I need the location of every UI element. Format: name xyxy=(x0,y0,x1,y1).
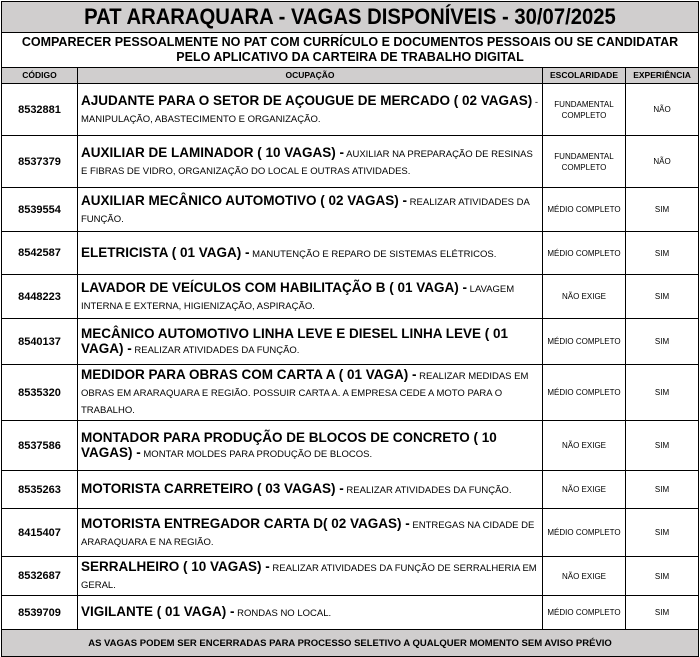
job-experience: SIM xyxy=(626,232,699,275)
job-code: 8532687 xyxy=(2,557,78,596)
job-occupation xyxy=(78,421,543,471)
job-experience: NÃO xyxy=(626,136,699,188)
job-title: MECÂNICO AUTOMOTIVO LINHA LEVE E DIESEL LINHA LEVE ( 01 VAGA) - xyxy=(81,325,509,356)
job-occupation xyxy=(78,509,543,557)
job-occupation xyxy=(78,596,543,630)
job-description: ENTREGAS NA CIDADE DE ARARAQUARA E NA REGIÃO. xyxy=(81,519,535,548)
job-code: 8539554 xyxy=(2,188,78,232)
job-title: AUXILIAR DE LAMINADOR ( 10 VAGAS) - xyxy=(81,144,345,160)
job-code: 8415407 xyxy=(2,509,78,557)
table-row xyxy=(2,232,699,275)
job-occupation xyxy=(78,471,543,509)
job-listing-sheet xyxy=(1,1,698,655)
job-education: MÉDIO COMPLETO xyxy=(543,188,626,232)
job-education: MÉDIO COMPLETO xyxy=(543,596,626,630)
table-row xyxy=(2,509,699,557)
job-education: NÃO EXIGE xyxy=(543,421,626,471)
job-occupation xyxy=(78,557,543,596)
job-education: NÃO EXIGE xyxy=(543,275,626,319)
instructions xyxy=(2,33,699,68)
job-education: FUNDAMENTAL COMPLETO xyxy=(543,136,626,188)
job-title: MONTADOR PARA PRODUÇÃO DE BLOCOS DE CONCRETO ( 10 VAGAS) - xyxy=(81,429,497,460)
job-code: 8539709 xyxy=(2,596,78,630)
job-occupation xyxy=(78,136,543,188)
vacancies-table xyxy=(1,1,699,657)
job-education: NÃO EXIGE xyxy=(543,471,626,509)
job-description: REALIZAR ATIVIDADES DA FUNÇÃO. xyxy=(343,485,512,496)
page-title-text: PAT ARARAQUARA - VAGAS DISPONÍVEIS - 30/07/2025 xyxy=(84,4,616,29)
job-title: MOTORISTA CARRETEIRO ( 03 VAGAS) - xyxy=(81,481,344,496)
job-description: REALIZAR ATIVIDADES DA FUNÇÃO DE SERRALHERIA EM GERAL. xyxy=(81,563,537,591)
job-experience: SIM xyxy=(626,365,699,421)
job-description: MANUTENÇÃO E REPARO DE SISTEMAS ELÉTRICOS. xyxy=(249,248,497,260)
column-header-occupation: OCUPAÇÃO xyxy=(78,68,543,84)
column-header-experience: EXPERIÊNCIA xyxy=(626,68,699,84)
job-title: ELETRICISTA ( 01 VAGA) - xyxy=(81,244,250,260)
job-occupation xyxy=(78,319,543,365)
job-experience: SIM xyxy=(626,421,699,471)
title-row xyxy=(2,2,699,33)
job-education: MÉDIO COMPLETO xyxy=(543,232,626,275)
instructions-row xyxy=(2,33,699,68)
job-code: 8448223 xyxy=(2,275,78,319)
job-experience: SIM xyxy=(626,188,699,232)
job-occupation xyxy=(78,232,543,275)
job-code: 8537586 xyxy=(2,421,78,471)
job-experience: NÃO xyxy=(626,84,699,136)
table-row xyxy=(2,471,699,509)
job-occupation xyxy=(78,365,543,421)
table-row xyxy=(2,596,699,630)
job-experience: SIM xyxy=(626,557,699,596)
job-title: AJUDANTE PARA O SETOR DE AÇOUGUE DE MERCADO ( 02 VAGAS) xyxy=(81,92,533,108)
job-title: VIGILANTE ( 01 VAGA) - xyxy=(81,604,235,619)
job-experience: SIM xyxy=(626,596,699,630)
job-occupation xyxy=(78,84,543,136)
job-occupation xyxy=(78,188,543,232)
table-row xyxy=(2,421,699,471)
column-header-row xyxy=(2,68,699,84)
job-description: REALIZAR ATIVIDADES DA FUNÇÃO. xyxy=(131,344,300,356)
job-description: - MANIPULAÇÃO, ABASTECIMENTO E ORGANIZAÇÃO. xyxy=(81,96,539,125)
job-title: LAVADOR DE VEÍCULOS COM HABILITAÇÃO B ( 01 VAGA) - xyxy=(81,279,468,295)
table-row xyxy=(2,365,699,421)
table-row xyxy=(2,319,699,365)
column-header-code: CÓDIGO xyxy=(2,68,78,84)
table-row xyxy=(2,136,699,188)
page-title xyxy=(2,2,699,33)
job-occupation xyxy=(78,275,543,319)
table-row xyxy=(2,84,699,136)
job-code: 8537379 xyxy=(2,136,78,188)
job-title: AUXILIAR MECÂNICO AUTOMOTIVO ( 02 VAGAS) - xyxy=(81,192,408,208)
job-description: RONDAS NO LOCAL. xyxy=(234,608,332,619)
table-row xyxy=(2,557,699,596)
job-experience: SIM xyxy=(626,509,699,557)
job-experience: SIM xyxy=(626,471,699,509)
job-description: REALIZAR ATIVIDADES DA FUNÇÃO. xyxy=(81,196,530,225)
job-code: 8535320 xyxy=(2,365,78,421)
instructions-line-2: PELO APLICATIVO DA CARTEIRA DE TRABALHO DIGITAL xyxy=(176,50,524,64)
job-education: MÉDIO COMPLETO xyxy=(543,365,626,421)
job-experience: SIM xyxy=(626,275,699,319)
job-education: NÃO EXIGE xyxy=(543,557,626,596)
job-description: MONTAR MOLDES PARA PRODUÇÃO DE BLOCOS. xyxy=(140,448,373,460)
job-code: 8540137 xyxy=(2,319,78,365)
job-code: 8542587 xyxy=(2,232,78,275)
instructions-line-1: COMPARECER PESSOALMENTE NO PAT COM CURRÍCULO E DOCUMENTOS PESSOAIS OU SE CANDIDATAR xyxy=(21,35,679,49)
job-code: 8535263 xyxy=(2,471,78,509)
job-education: MÉDIO COMPLETO xyxy=(543,509,626,557)
job-description: LAVAGEM INTERNA E EXTERNA, HIGIENIZAÇÃO, ASPIRAÇÃO. xyxy=(81,283,515,312)
table-row xyxy=(2,188,699,232)
job-education: MÉDIO COMPLETO xyxy=(543,319,626,365)
job-title: MEDIDOR PARA OBRAS COM CARTA A ( 01 VAGA) - xyxy=(81,367,417,382)
job-experience: SIM xyxy=(626,319,699,365)
job-education: FUNDAMENTAL COMPLETO xyxy=(543,84,626,136)
job-title: MOTORISTA ENTREGADOR CARTA D( 02 VAGAS) - xyxy=(81,515,410,531)
job-title: SERRALHEIRO ( 10 VAGAS) - xyxy=(81,559,270,574)
job-code: 8532881 xyxy=(2,84,78,136)
footer-row xyxy=(2,630,699,657)
column-header-education: ESCOLARIDADE xyxy=(543,68,626,84)
footer-notice: AS VAGAS PODEM SER ENCERRADAS PARA PROCESSO SELETIVO A QUALQUER MOMENTO SEM AVISO PRÉVIO xyxy=(2,630,699,657)
table-row xyxy=(2,275,699,319)
job-description: AUXILIAR NA PREPARAÇÃO DE RESINAS E FIBRAS DE VIDRO, ORGANIZAÇÃO DO LOCAL E OUTRAS ATIVIDADES. xyxy=(81,148,533,177)
job-description: REALIZAR MEDIDAS EM OBRAS EM ARARAQUARA E REGIÃO. POSSUIR CARTA A. A EMPRESA CEDE A MOTO PARA O TRABALHO. xyxy=(81,371,529,416)
